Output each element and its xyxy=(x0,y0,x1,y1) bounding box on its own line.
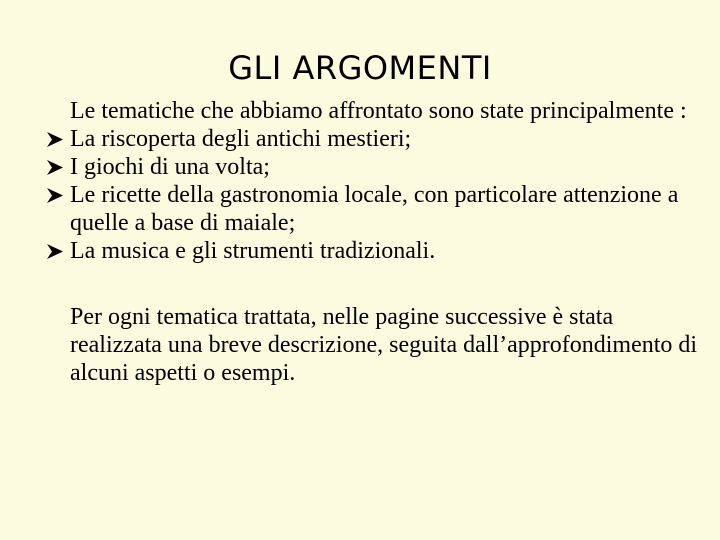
slide-body xyxy=(46,97,706,387)
closing-text: Per ogni tematica trattata, nelle pagine successive è stata realizzata una breve descrizione, seguita dall’approfondimento di alcuni aspetti o esempi. xyxy=(70,304,698,386)
arrow-bullet-icon xyxy=(46,159,64,176)
slide-title: GLI ARGOMENTI xyxy=(228,49,492,87)
list-item-text: Le ricette della gastronomia locale, con particolare attenzione a quelle a base di maiale; xyxy=(70,182,679,236)
arrow-bullet-icon xyxy=(46,187,64,204)
arrow-bullet-icon xyxy=(46,131,64,148)
list-item xyxy=(46,237,706,265)
list-item-text: La riscoperta degli antichi mestieri; xyxy=(70,126,412,152)
list-item xyxy=(46,181,706,237)
arrow-bullet-icon xyxy=(46,243,64,260)
list-item xyxy=(46,153,706,181)
list-item-text: La musica e gli strumenti tradizionali. xyxy=(70,238,436,264)
intro-text: Le tematiche che abbiamo affrontato sono state principalmente : xyxy=(70,98,687,124)
list-item-text: I giochi di una volta; xyxy=(70,154,270,180)
list-item xyxy=(46,125,706,153)
topics-list xyxy=(46,125,706,265)
